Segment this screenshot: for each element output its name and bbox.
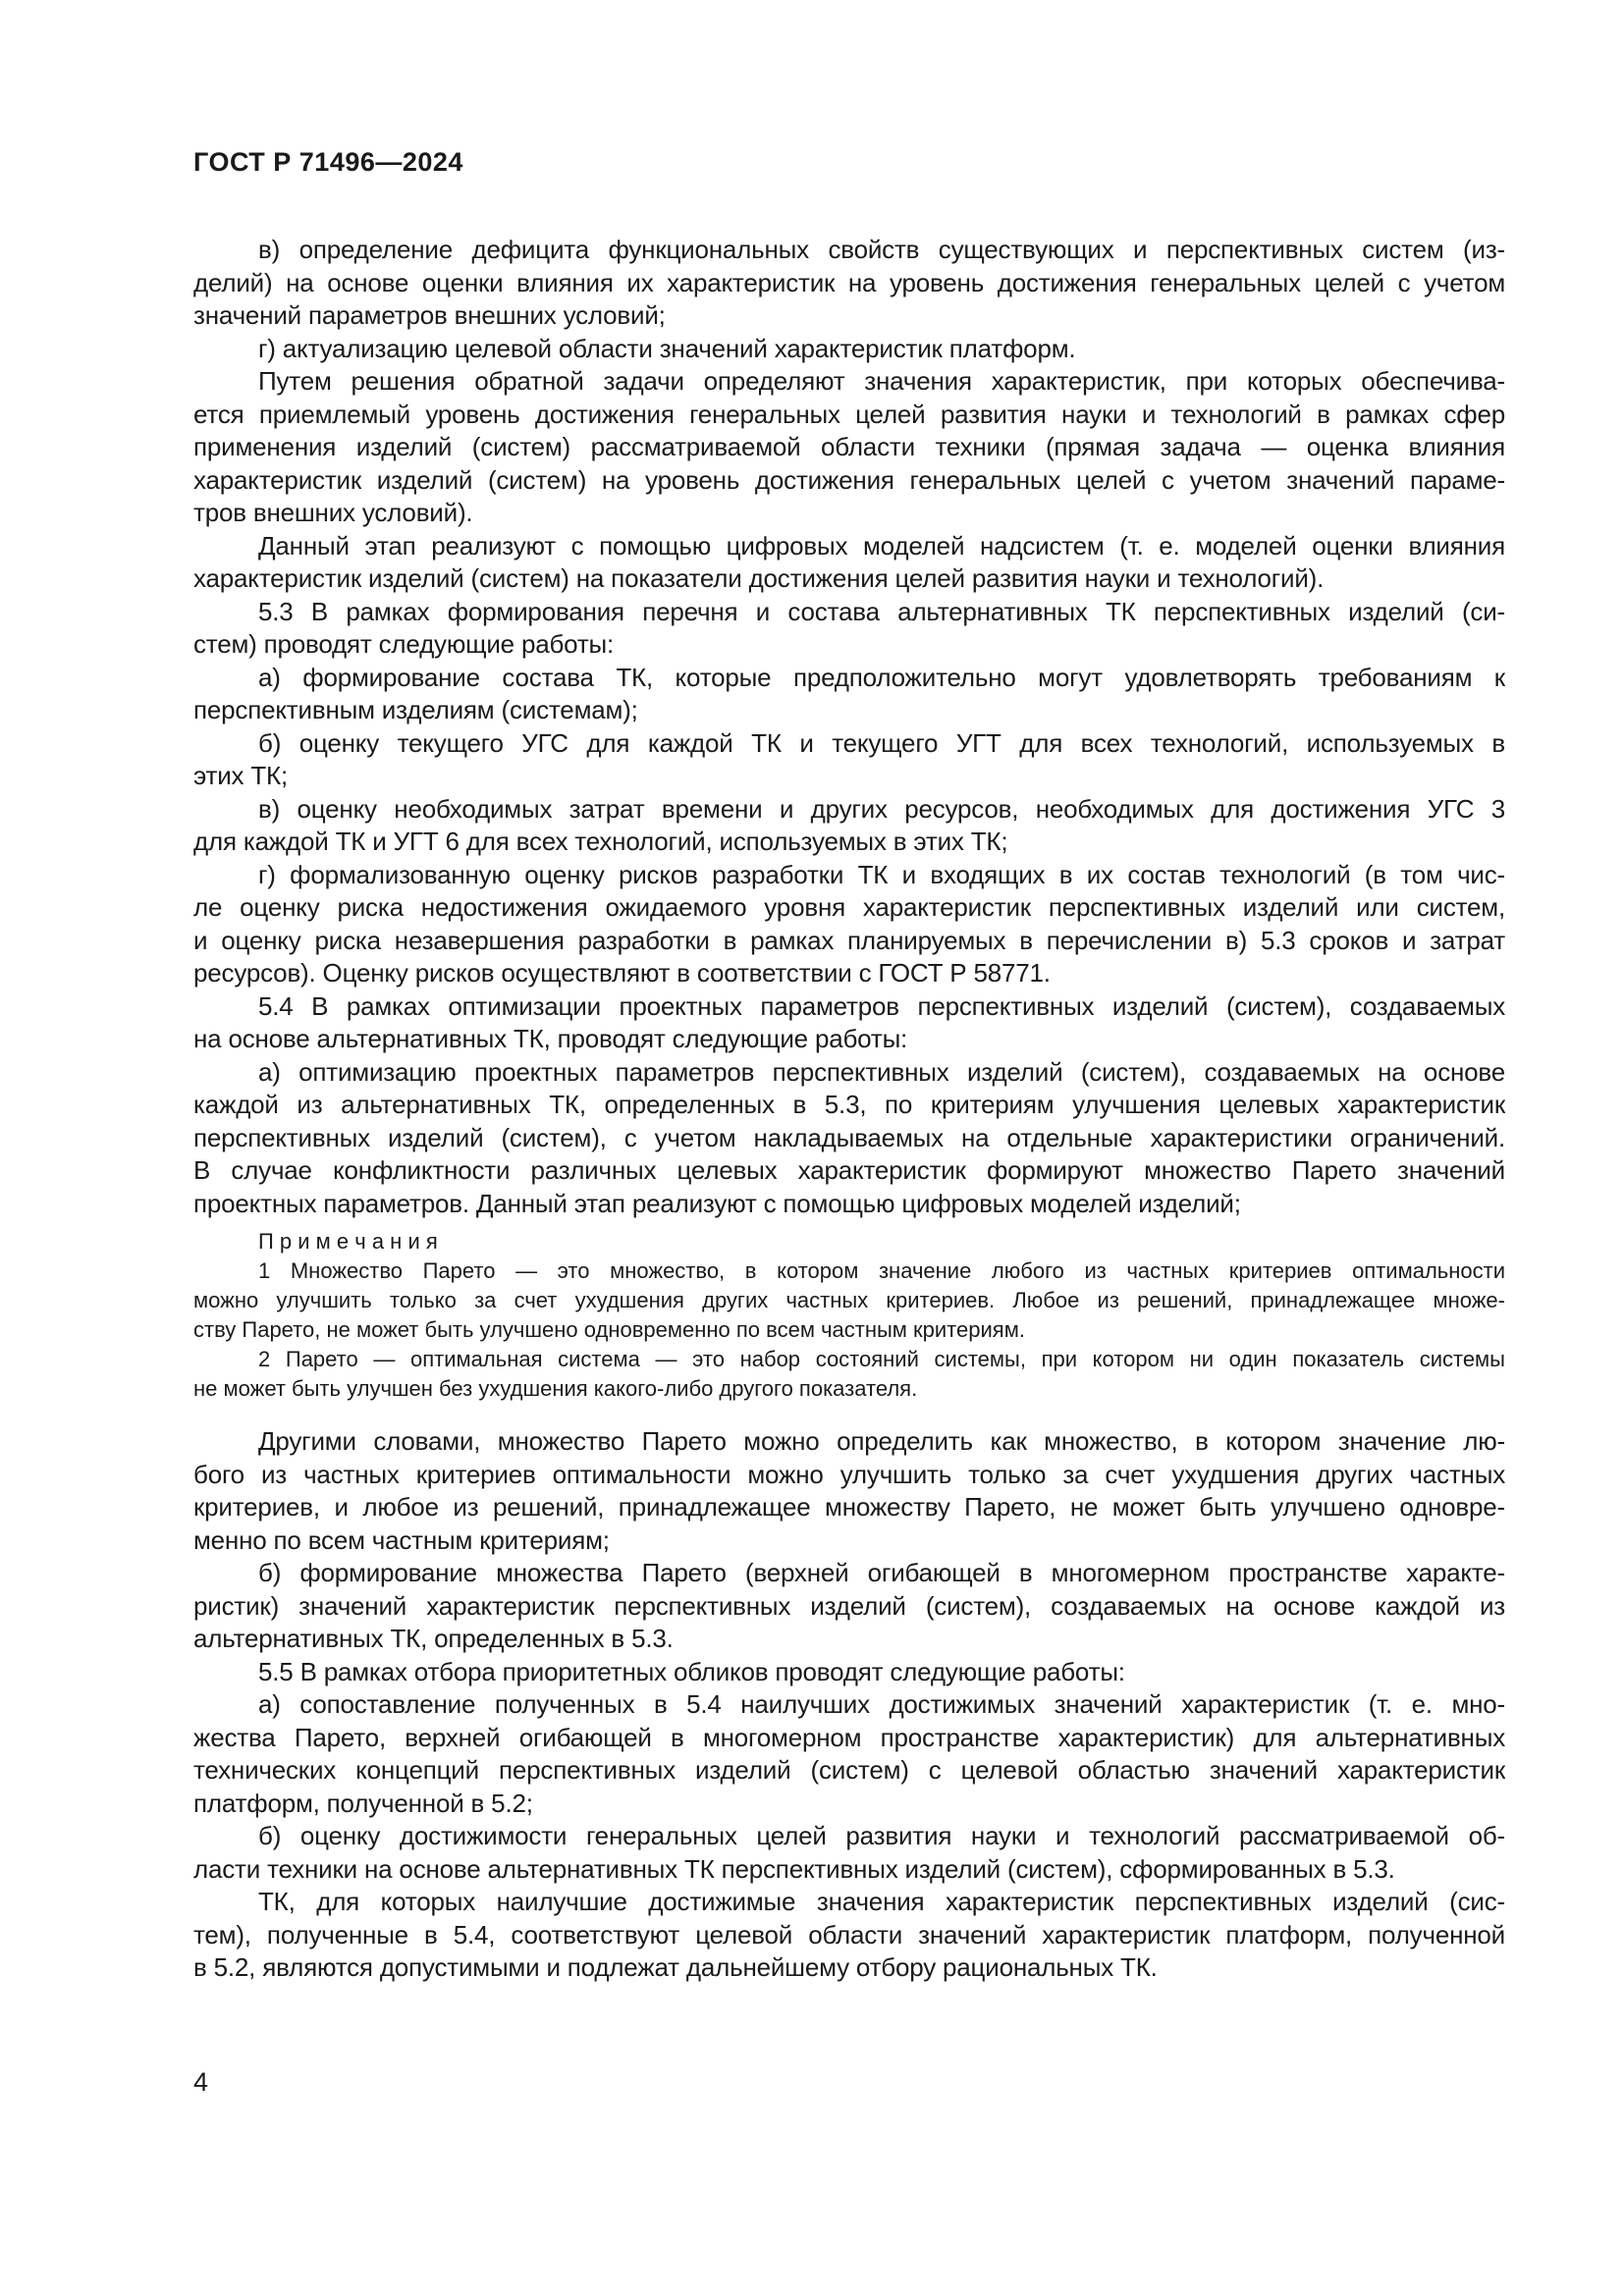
text-line: не может быть улучшен без ухудшения какого-либо другого показателя. (193, 1376, 918, 1401)
text-line: этих ТК; (193, 761, 289, 790)
paragraph (193, 793, 1505, 859)
paragraph (193, 990, 1505, 1056)
text-line: а) сопоставление полученных в 5.4 наилучших достижимых значений характеристик (т. е. мно- (258, 1689, 1505, 1719)
paragraph (193, 1688, 1505, 1820)
text-line: б) оценку достижимости генеральных целей развития науки и технологий рассматриваемой об- (258, 1821, 1505, 1850)
paragraph (193, 1820, 1505, 1886)
text-line: В случае конфликтности различных целевых характеристик формируют множество Парето значений (193, 1155, 1505, 1185)
paragraph (193, 1056, 1505, 1221)
text-line: характеристик изделий (систем) на уровень достижения генеральных целей с учетом значений параме- (193, 464, 1505, 495)
text-line: ется приемлемый уровень достижения генеральных целей развития науки и технологий в рамках сфер (193, 399, 1505, 429)
text-line: менно по всем частным критериям; (193, 1524, 610, 1555)
text-line: Путем решения обратной задачи определяют значения характеристик, при которых обеспечива- (258, 366, 1505, 396)
text-line: делий) на основе оценки влияния их характеристик на уровень достижения генеральных целей с учетом (193, 267, 1505, 297)
text-line: в) определение дефицита функциональных свойств существующих и перспективных систем (из- (258, 235, 1505, 264)
text-line: стем) проводят следующие работы: (193, 629, 615, 659)
text-line: ристик) значений характеристик перспективных изделий (систем), создаваемых на основе каждой из (193, 1590, 1505, 1621)
text-line: характеристик изделий (систем) на показатели достижения целей развития науки и технологий). (193, 563, 1325, 593)
text-line: Данный этап реализуют с помощью цифровых моделей надсистем (т. е. моделей оценки влияния (258, 530, 1505, 561)
paragraph (193, 596, 1505, 662)
text-line: проектных параметров. Данный этап реализуют с помощью цифровых моделей изделий; (193, 1188, 1241, 1218)
paragraph (193, 1886, 1505, 1985)
text-line: технических концепций перспективных изделий (систем) с целевой областью значений характеристик (193, 1755, 1505, 1785)
text-line: бого из частных критериев оптимальности можно улучшить только за счет ухудшения других частных (193, 1459, 1505, 1489)
note-paragraph (193, 1345, 1505, 1404)
text-line: в) оценку необходимых затрат времени и других ресурсов, необходимых для достижения УГС 3 (258, 793, 1505, 824)
text-line: и оценку риска незавершения разработки в рамках планируемых в перечислении в) 5.3 сроков и затрат (193, 925, 1505, 955)
text-line: значений параметров внешних условий; (193, 300, 666, 330)
paragraph (193, 1425, 1505, 1557)
text-line: П р и м е ч а н и я (258, 1229, 438, 1254)
text-line: 5.3 В рамках формирования перечня и состава альтернативных ТК перспективных изделий (си- (258, 596, 1505, 626)
text-line: перспективным изделиям (системам); (193, 695, 638, 724)
paragraph (193, 234, 1505, 333)
text-line: ласти техники на основе альтернативных ТК перспективных изделий (систем), сформированных в 5.3. (193, 1853, 1395, 1884)
text-line: применения изделий (систем) рассматриваемой области техники (прямая задача — оценка влияния (193, 432, 1505, 461)
document-body (193, 234, 1505, 1985)
text-line: 5.5 В рамках отбора приоритетных обликов проводят следующие работы: (258, 1656, 1125, 1686)
text-line: перспективных изделий (систем), с учетом накладываемых на отдельные характеристики ограничений. (193, 1122, 1505, 1152)
text-line: для каждой ТК и УГТ 6 для всех технологий, используемых в этих ТК; (193, 827, 1008, 856)
paragraph (193, 1557, 1505, 1656)
text-line: а) формирование состава ТК, которые предположительно могут удовлетворять требованиям к (258, 662, 1505, 692)
text-line: г) формализованную оценку рисков разработки ТК и входящих в их состав технологий (в том чис- (258, 859, 1505, 889)
paragraph (193, 727, 1505, 793)
text-line: а) оптимизацию проектных параметров перспективных изделий (систем), создаваемых на основе (258, 1056, 1505, 1087)
text-line: 2 Парето — оптимальная система — это набор состояний системы, при котором ни один показатель системы (258, 1347, 1505, 1371)
text-line: платформ, полученной в 5.2; (193, 1788, 533, 1818)
text-line: б) формирование множества Парето (верхней огибающей в многомерном пространстве характе- (258, 1558, 1505, 1587)
text-line: критериев, и любое из решений, принадлежащее множеству Парето, не может быть улучшено одновре- (193, 1492, 1505, 1522)
text-line: 1 Множество Парето — это множество, в котором значение любого из частных критериев оптимальности (258, 1258, 1505, 1283)
text-line: ТК, для которых наилучшие достижимые значения характеристик перспективных изделий (сис- (258, 1887, 1505, 1916)
text-line: б) оценку текущего УГС для каждой ТК и текущего УГТ для всех технологий, используемых в (258, 727, 1505, 758)
page-number: 4 (193, 2067, 209, 2097)
paragraph (193, 859, 1505, 990)
text-line: на основе альтернативных ТК, проводят следующие работы: (193, 1024, 908, 1053)
text-line: г) актуализацию целевой области значений характеристик платформ. (258, 333, 1076, 363)
paragraph (193, 365, 1505, 530)
text-line: в 5.2, являются допустимыми и подлежат дальнейшему отбору рациональных ТК. (193, 1952, 1158, 1982)
text-line: ству Парето, не может быть улучшено одновременно по всем частным критериям. (193, 1317, 1025, 1342)
text-line: каждой из альтернативных ТК, определенных в 5.3, по критериям улучшения целевых характеристик (193, 1090, 1505, 1119)
text-line: можно улучшить только за счет ухудшения других частных критериев. Любое из решений, принадлежащее множе- (193, 1288, 1505, 1312)
text-line: Другими словами, множество Парето можно определить как множество, в котором значение лю- (258, 1426, 1505, 1456)
note-paragraph (193, 1256, 1505, 1345)
paragraph (193, 530, 1505, 596)
paragraph (193, 1656, 1505, 1689)
paragraph (193, 333, 1505, 366)
text-line: ресурсов). Оценку рисков осуществляют в соответствии с ГОСТ Р 58771. (193, 958, 1051, 988)
paragraph (193, 662, 1505, 727)
text-line: 5.4 В рамках оптимизации проектных параметров перспективных изделий (систем), создаваемых (258, 990, 1505, 1021)
text-line: тров внешних условий). (193, 498, 473, 527)
document-header: ГОСТ Р 71496—2024 (193, 147, 463, 177)
text-line: жества Парето, верхней огибающей в многомерном пространстве характеристик) для альтернативных (193, 1722, 1505, 1752)
text-line: тем), полученные в 5.4, соответствуют целевой области значений характеристик платформ, полученной (193, 1919, 1505, 1949)
note-paragraph (193, 1227, 1505, 1256)
text-line: альтернативных ТК, определенных в 5.3. (193, 1624, 674, 1653)
text-line: ле оценку риска недостижения ожидаемого уровня характеристик перспективных изделий или систем, (193, 892, 1505, 922)
